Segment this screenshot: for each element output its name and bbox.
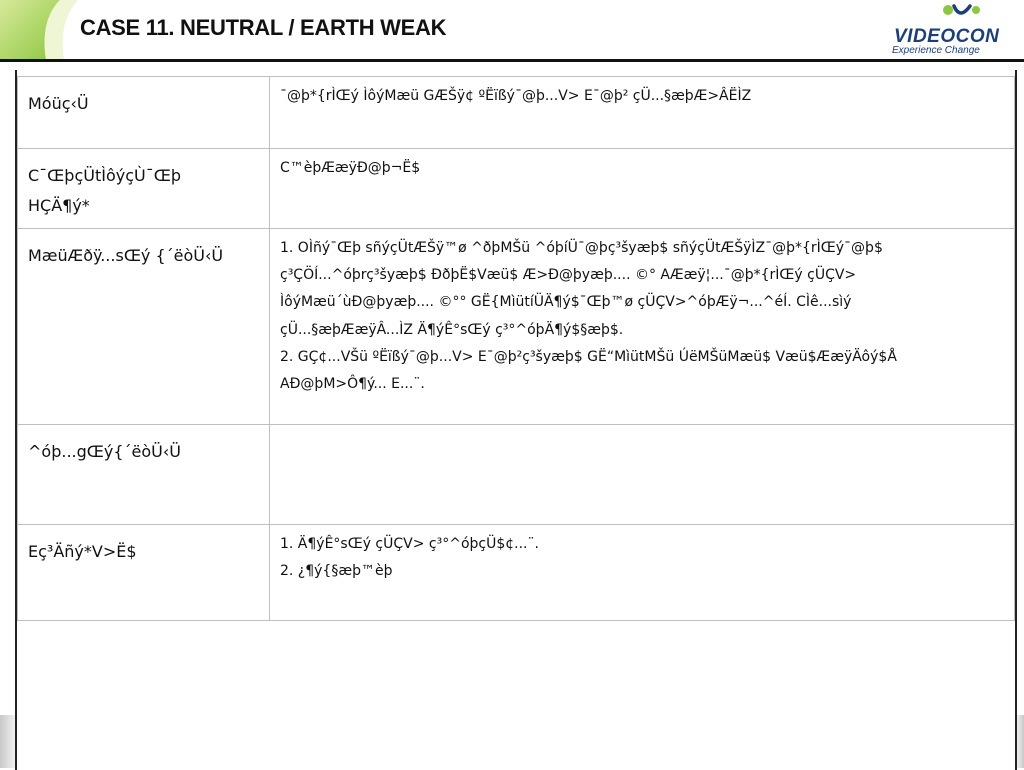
logo-tagline: Experience Change bbox=[892, 45, 980, 56]
info-table bbox=[17, 76, 1015, 621]
logo-mark-icon bbox=[888, 2, 1024, 28]
header bbox=[0, 0, 1024, 60]
row-label: C¯ŒþçÜtÌôýçÙ¯Œþ HÇÄ¶ý* bbox=[18, 149, 270, 229]
row-content: C™èþÆæÿÐ@þ¬Ë$ bbox=[270, 149, 1015, 229]
row-label: Móüç‹Ü bbox=[18, 77, 270, 149]
row-content bbox=[270, 424, 1015, 524]
table-row bbox=[18, 228, 1015, 424]
row-content: 1. Ä¶ýÊ°sŒý çÜÇV> ç³°^óþçÜ$¢...¨. 2. ¿¶ý{§æþ™èþ bbox=[270, 524, 1015, 620]
green-swoosh-decoration bbox=[0, 0, 78, 60]
row-content: ¯@þ*{rÌŒý ÌôýMæü GÆŠÿ¢ ºËïßý¯@þ...V> E¯@þ² çÜ...§æþÆ>ÂËÌZ bbox=[270, 77, 1015, 149]
header-divider bbox=[0, 59, 1024, 62]
table-row bbox=[18, 424, 1015, 524]
right-edge-shadow bbox=[1017, 715, 1024, 768]
row-label: MæüÆðÿ...sŒý {´ëòÜ‹Ü bbox=[18, 228, 270, 424]
table-row bbox=[18, 149, 1015, 229]
left-edge-shadow bbox=[0, 715, 15, 768]
table-row bbox=[18, 77, 1015, 149]
table-row bbox=[18, 524, 1015, 620]
videocon-logo bbox=[888, 2, 1024, 56]
logo-wordmark: VIDEOCON bbox=[894, 26, 1000, 47]
row-label: Eç³Äñý*V>Ë$ bbox=[18, 524, 270, 620]
page-title: CASE 11. NEUTRAL / EARTH WEAK bbox=[80, 15, 447, 40]
row-label: ^óþ...gŒý{´ëòÜ‹Ü bbox=[18, 424, 270, 524]
row-content: 1. OÌñý¯Œþ sñýçÜtÆŠÿ™ø ^ðþMŠü ^óþíÜ¯@þç³šyæþ$ sñýçÜtÆŠÿÌZ¯@þ*{rÌŒý¯@þ$ ç³ÇÖÍ...^óþrç³šyæþ$ ÐðþË$Væü$ Æ>Ð@þyæþ.... ©° AÆæÿ¦...¯@þ*{rÌŒý çÜÇV> ÌôýMæü´ùÐ@þyæþ.... ©°° GË{MìütíÜÄ¶ý$¯Œþ™ø çÜÇV>^óþÆÿ¬...^éÍ. CÌê...sìý çÜ...§æþÆæÿÂ...ÌZ Ä¶ýÊ°sŒý ç³°^óþÄ¶ý$§æþ$. 2. GÇ¢...VŠü ºËïßý¯@þ...V> E¯@þ²ç³šyæþ$ GË“MìütMŠü ÚëMŠüMæü$ Væü$ÆæÿÄôý$Å AÐ@þM>Ô¶ý... E...¨. bbox=[270, 228, 1015, 424]
